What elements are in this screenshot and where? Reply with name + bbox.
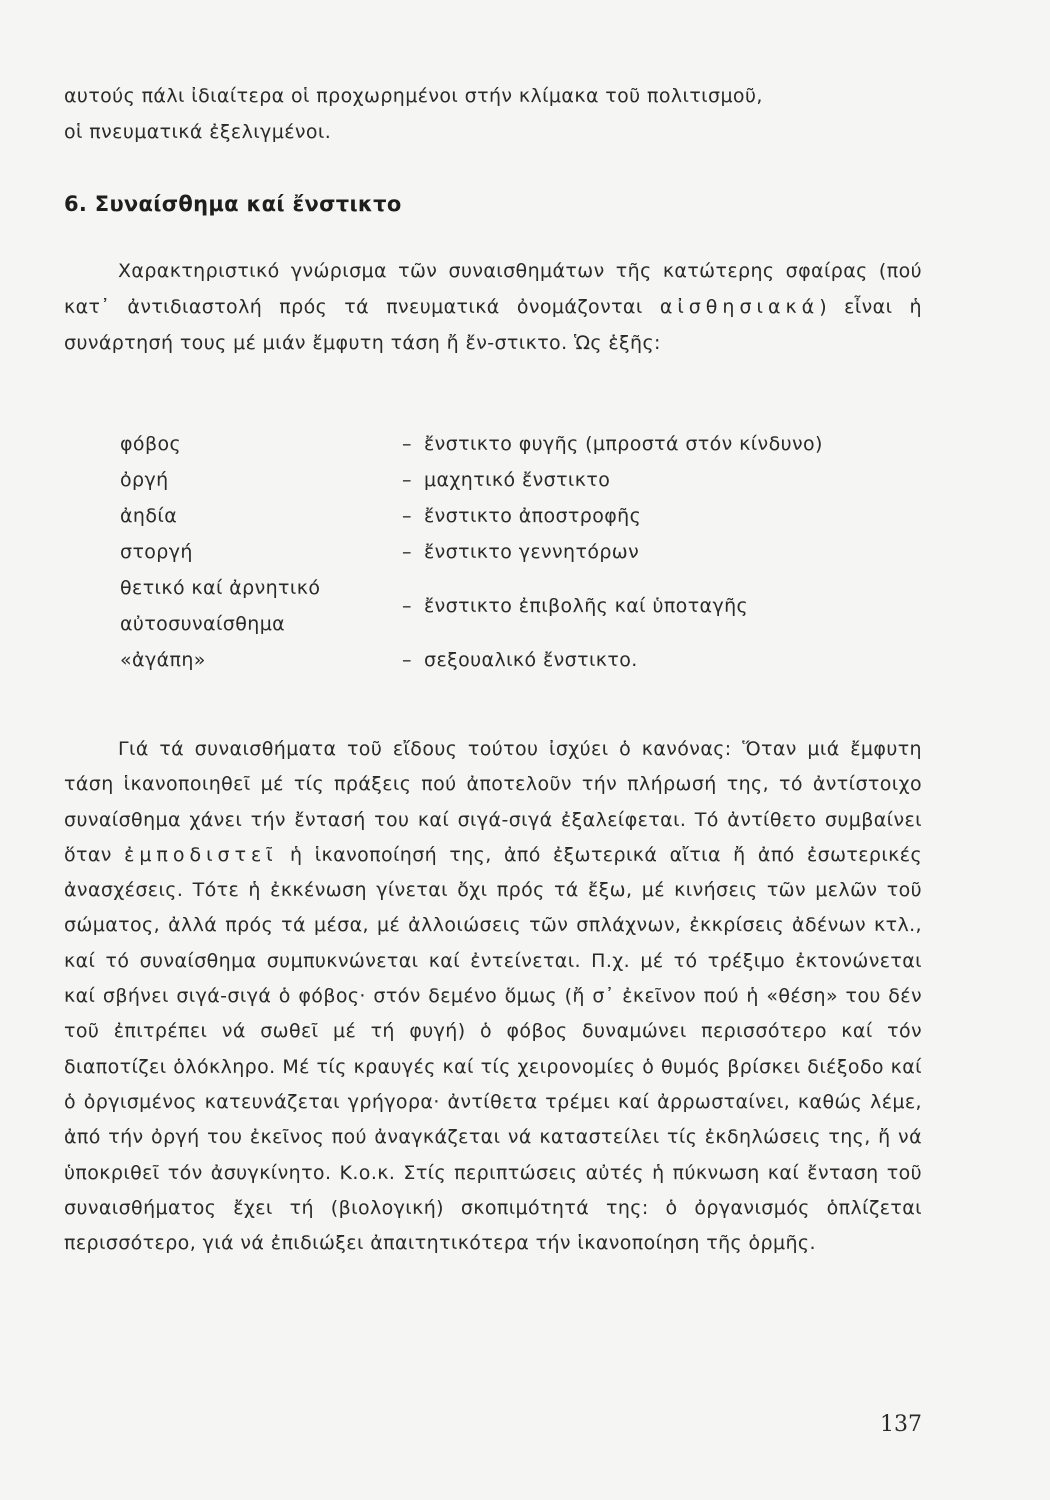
- list-item: [120, 534, 940, 570]
- list-dash: –: [402, 469, 412, 491]
- list-item: [120, 498, 940, 534]
- list-definition: μαχητικό ἔνστικτο: [424, 469, 611, 491]
- list-dash: –: [402, 505, 412, 527]
- para1-text-a: Χαρακτηριστικό γνώρισμα τῶν συναισθημάτων τῆς κατώτερης σφαίρας (πού κατ᾽ ἀντιδιαστολή πρός τά πνευματικά ὀνομάζονται: [64, 260, 922, 318]
- list-definition: ἔνστικτο φυγῆς (μπροστά στόν κίνδυνο): [424, 433, 823, 455]
- list-term-line-2: αὐτοσυναίσθημα: [120, 613, 286, 635]
- para2-text-b: ἡ ἱκανοποίησή της, ἀπό ἐξωτερικά αἴτια ἤ ἀπό ἐσωτερικές ἀνασχέσεις. Τότε ἡ ἐκκένωση γίνεται ὄχι πρός τά ἔξω, μέ κινήσεις τῶν μελῶν τοῦ σώματος, ἀλλά πρός τά μέσα, μέ ἀλλοιώσεις τῶν σπλάχνων, ἐκκρίσεις ἀδένων κτλ., καί τό συναίσθημα συμπυκνώνεται καί ἐντείνεται. Π.χ. μέ τό τρέξιμο ἐκτονώνεται καί σβήνει σιγά-σιγά ὁ φόβος· στόν δεμένο ὅμως (ἤ σ᾽ ἐκεῖνον πού ἡ «θέση» του δέν τοῦ ἐπιτρέπει νά σωθεῖ μέ τή φυγή) ὁ φόβος δυναμώνει περισσότερο καί τόν διαποτίζει ὁλόκληρο. Μέ τίς κραυγές καί τίς χειρονομίες ὁ θυμός βρίσκει διέξοδο καί ὁ ὀργισμένος κατευνάζεται γρήγορα· ἀντίθετα τρέμει καί ἀρρωσταίνει, καθώς λέμε, ἀπό τήν ὀργή του ἐκεῖνος πού ἀναγκάζεται νά καταστείλει τίς ἐκδηλώσεις της, ἤ νά ὑποκριθεῖ τόν ἀσυγκίνητο. Κ.ο.κ. Στίς περιπτώσεις αὐτές ἡ πύκνωση καί ἔνταση τοῦ συναισθήματος ἔχει τή (βιολογική) σκοπιμότητά της: ὁ ὀργανισμός ὁπλίζεται περισσότερο, γιά νά ἐπιδιώξει ἀπαιτητικότερα τήν ἱκανοποίηση τῆς ὁρμῆς.: [64, 843, 922, 1255]
- list-dash: –: [402, 649, 412, 671]
- intro-paragraph: [64, 78, 922, 150]
- para1-spaced-word: αἰσθησιακά: [659, 296, 820, 318]
- section-heading: 6. Συναίσθημα καί ἔνστικτο: [64, 192, 402, 216]
- list-dash: –: [402, 541, 412, 563]
- list-term: ἀηδία: [120, 505, 178, 527]
- para2-spaced-word: ἐμποδιστεῖ: [124, 843, 278, 866]
- list-definition: ἔνστικτο ἐπιβολῆς καί ὑποταγῆς: [424, 595, 749, 617]
- intro-line-2: οἱ πνευματικά ἐξελιγμένοι.: [64, 121, 332, 143]
- list-dash: –: [402, 595, 412, 617]
- list-definition: ἔνστικτο ἀποστροφῆς: [424, 505, 642, 527]
- list-term: στοργή: [120, 541, 193, 563]
- list-term-line-1: θετικό καί ἀρνητικό: [120, 577, 321, 599]
- intro-line-1: αυτούς πάλι ἰδιαίτερα οἱ προχωρημένοι στήν κλίμακα τοῦ πολιτισμοῦ,: [64, 85, 763, 107]
- list-term-stacked: [120, 570, 402, 642]
- list-definition: σεξουαλικό ἔνστικτο.: [424, 649, 638, 671]
- list-dash: –: [402, 433, 412, 455]
- list-term: «ἀγάπη»: [120, 649, 206, 671]
- para2-text-a: Γιά τά συναισθήματα τοῦ εἴδους τούτου ἰσχύει ὁ κανόνας: Ὅταν μιά ἔμφυτη τάση ἱκανοποιηθεῖ μέ τίς πράξεις πού ἀποτελοῦν τήν πλήρωσή της, τό ἀντίστοιχο συναίσθημα χάνει τήν ἔντασή του καί σιγά-σιγά ἐξαλείφεται. Τό ἀντίθετο συμβαίνει ὅταν: [64, 738, 922, 866]
- list-item: [120, 642, 940, 678]
- paragraph-instinct-definition: [64, 253, 922, 361]
- list-item-combined: [120, 570, 940, 642]
- list-term: ὀργή: [120, 469, 169, 491]
- para1-text-b: ) εἶναι ἡ συνάρτησή τους μέ μιάν ἔμφυτη τάση ἤ ἔν-στικτο. Ὡς ἑξῆς:: [64, 296, 922, 354]
- list-term: φόβος: [120, 433, 182, 455]
- list-definition: ἔνστικτο γεννητόρων: [424, 541, 640, 563]
- list-item: [120, 462, 940, 498]
- paragraph-rule: [64, 732, 922, 1261]
- page-number: 137: [880, 1412, 922, 1437]
- list-item: [120, 426, 940, 462]
- emotion-instinct-list: [120, 426, 940, 678]
